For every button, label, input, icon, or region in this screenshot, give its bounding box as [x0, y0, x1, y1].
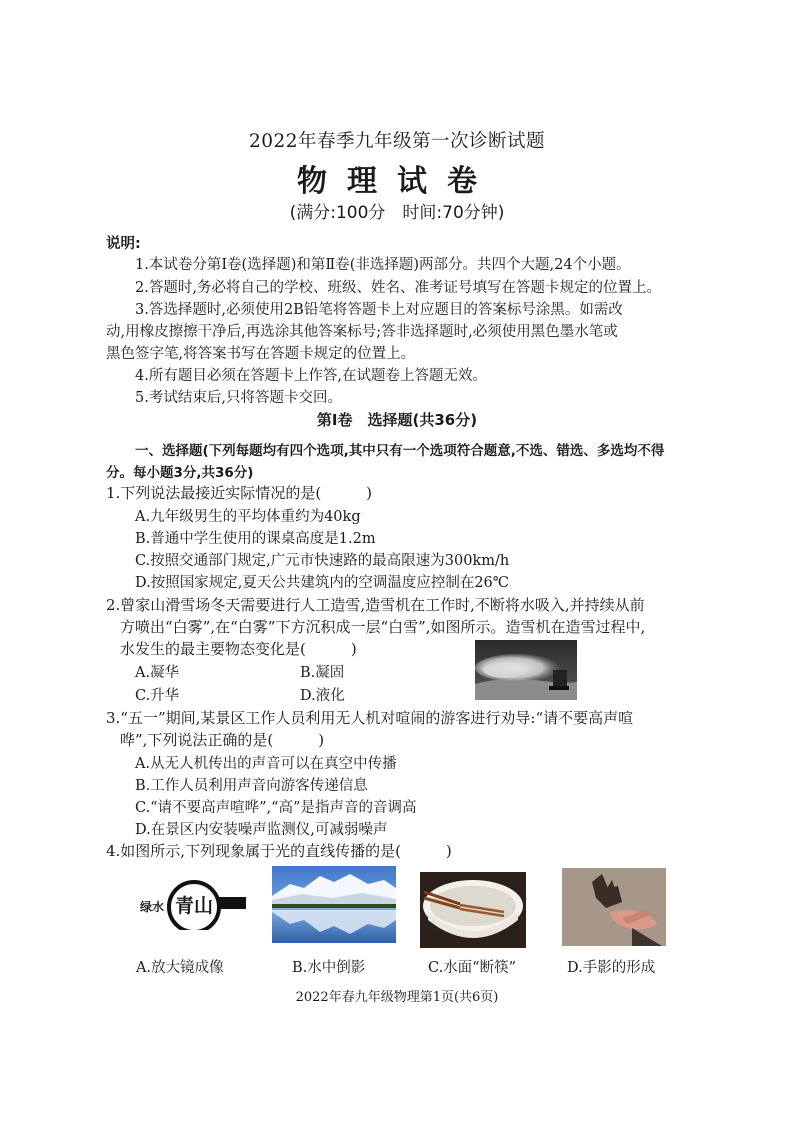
instruction-line: 动,用橡皮擦擦干净后,再选涂其他答案标号;答非选择题时,必须使用黑色墨水笔或: [106, 324, 618, 340]
instruction-line: 5.考试结束后,只将答题卡交回。: [135, 390, 342, 406]
image-text-qingshan: 青山: [174, 895, 213, 917]
q4-caption-b: B.水中倒影: [292, 960, 366, 976]
q4-caption-c: C.水面“断筷”: [428, 960, 517, 976]
exam-header-title: 2022年春季九年级第一次诊断试题: [248, 131, 546, 152]
q2-option-b: B.凝固: [300, 665, 345, 681]
exam-subtitle: (满分:100分 时间:70分钟): [289, 203, 505, 223]
question-2-stem: 2.曾家山滑雪场冬天需要进行人工造雪,造雪机在工作时,不断将水吸入,并持续从前: [106, 596, 645, 614]
section-intro: 一、选择题(下列每题均有四个选项,其中只有一个选项符合题意,不选、错选、多选均不得: [135, 443, 665, 459]
q3-option-a: A.从无人机传出的声音可以在真空中传播: [135, 756, 397, 772]
hand-shadow-image: [562, 868, 666, 946]
question-2-stem: 水发生的最主要物态变化是( ): [120, 640, 357, 658]
instruction-line: 3.答选择题时,必须使用2B铅笔将答题卡上对应题目的答案标号涂黑。如需改: [135, 302, 623, 318]
snow-machine-photo: [475, 640, 577, 700]
page-footer: 2022年春九年级物理第1页(共6页): [295, 990, 499, 1005]
q1-option-a: A.九年级男生的平均体重约为40kg: [135, 509, 361, 525]
q1-option-b: B.普通中学生使用的课桌高度是1.2m: [135, 531, 376, 547]
chopsticks-bowl-image: [420, 872, 526, 948]
section-intro: 分。每小题3分,共36分): [106, 465, 254, 481]
section-title: 第Ⅰ卷 选择题(共36分): [316, 411, 478, 429]
question-4-stem: 4.如图所示,下列现象属于光的直线传播的是( ): [106, 842, 452, 860]
image-text-lushui: 绿水: [140, 900, 165, 914]
magnifier-image: [138, 870, 248, 930]
instruction-line: 2.答题时,务必将自己的学校、班级、姓名、准考证号填写在答题卡规定的位置上。: [135, 280, 661, 296]
instruction-line: 黑色签字笔,将答案书写在答题卡规定的位置上。: [106, 346, 416, 362]
exam-main-title: 物理试卷: [297, 164, 497, 199]
q3-option-d: D.在景区内安装噪声监测仪,可减弱噪声: [135, 822, 388, 838]
question-3-stem: 哗”,下列说法正确的是( ): [120, 731, 325, 749]
question-3-stem: 3.“五一”期间,某景区工作人员利用无人机对喧闹的游客进行劝导:“请不要高声喧: [106, 709, 634, 727]
q3-option-c: C.“请不要高声喧哗”,“高”是指声音的音调高: [135, 800, 417, 816]
mountain-reflection-image: [272, 866, 396, 943]
magnifier-handle: [218, 897, 246, 909]
q2-option-a: A.凝华: [135, 665, 180, 681]
q2-option-c: C.升华: [135, 688, 180, 704]
question-1-stem: 1.下列说法最接近实际情况的是( ): [106, 484, 373, 502]
instructions-label: 说明:: [106, 236, 141, 252]
q1-option-d: D.按照国家规定,夏天公共建筑内的空调温度应控制在26℃: [135, 575, 509, 591]
instruction-line: 4.所有题目必须在答题卡上作答,在试题卷上答题无效。: [135, 368, 487, 384]
q4-caption-d: D.手影的形成: [567, 960, 656, 976]
instruction-line: 1.本试卷分第Ⅰ卷(选择题)和第Ⅱ卷(非选择题)两部分。共四个大题,24个小题。: [135, 257, 631, 273]
q3-option-b: B.工作人员利用声音向游客传递信息: [135, 778, 368, 794]
q1-option-c: C.按照交通部门规定,广元市快速路的最高限速为300km/h: [135, 553, 510, 569]
q4-caption-a: A.放大镜成像: [136, 960, 224, 976]
question-2-stem: 方喷出“白雾”,在“白雾”下方沉积成一层“白雪”,如图所示。造雪机在造雪过程中,: [120, 618, 646, 636]
q2-option-d: D.液化: [300, 688, 345, 704]
